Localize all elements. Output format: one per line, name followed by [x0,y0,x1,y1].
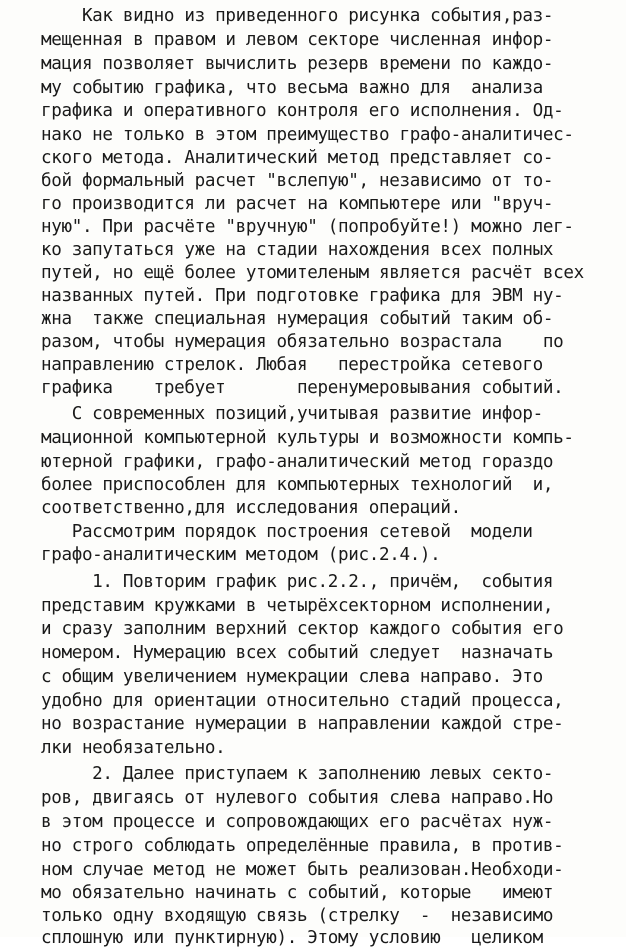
text-line-25: 1. Повторим график рис.2.2., причём, события [0,572,554,592]
text-line-23: Рассмотрим порядок построения сетевой модели [0,522,533,542]
text-line-39: только одну входящую связь (стрелку - независимо [0,906,554,926]
text-line-26: представим кружками в четырёхсекторном исполнении, [0,596,554,616]
text-line-2: мещенная в правом и левом секторе численная инфор- [0,30,554,50]
text-line-4: му событию графика, что весьма важно для анализа [0,78,543,98]
text-line-15: разом, чтобы нумерация обязательно возрастала по [0,332,564,352]
text-line-24: графо-аналитическим методом (рис.2.4.). [0,545,441,565]
text-line-7: ского метода. Аналитический метод представляет со- [0,148,554,168]
text-line-33: 2. Далее приступаем к заполнению левых секто- [0,764,554,784]
text-line-22: соответственно,для исследования операций. [0,498,461,518]
text-line-20: ютерной графики, графо-аналитический метод гораздо [0,452,554,472]
text-line-14: жна также специальная нумерация событий таким об- [0,309,554,329]
text-line-40: сплошную или пунктирную). Этому условию целиком [0,928,543,948]
text-line-34: ров, двигаясь от нулевого события слева направо.Но [0,788,554,808]
text-line-8: бой формальный расчет "вслепую", независимо от то- [0,171,554,191]
text-line-21: более приспособлен для компьютерных технологий и, [0,475,554,495]
text-line-6: нако не только в этом преимущество графо-аналитичес- [0,125,574,145]
text-line-27: и сразу заполним верхний сектор каждого события его [0,619,564,639]
text-line-12: путей, но ещё более утомителеным является расчёт всех [0,263,584,283]
text-line-16: направлению стрелок. Любая перестройка сетевого [0,355,543,375]
text-line-37: ном случае метод не может быть реализован.Необходи- [0,860,564,880]
text-line-36: но строго соблюдать определённые правила, в против- [0,836,564,856]
text-line-10: ную". При расчёте "вручную" (попробуйте!) можно лег- [0,217,574,237]
text-line-35: в этом процессе и сопровождающих его расчётах нуж- [0,812,554,832]
text-line-19: мационной компьютерной культуры и возможности компь- [0,428,574,448]
text-line-13: названных путей. При подготовке графика для ЭВМ ну- [0,286,564,306]
text-line-17: графика требует перенумеровывания событий. [0,378,564,398]
text-line-3: мация позволяет вычислить резерв времени по каждо- [0,54,554,74]
text-line-11: ко запутаться уже на стадии нахождения всех полных [0,240,554,260]
text-line-28: номером. Нумерацию всех событий следует назначать [0,643,554,663]
text-line-29: с общим увеличением нумекрации слева направо. Это [0,667,543,687]
text-line-9: го производится ли расчет на компьютере или "вруч- [0,194,554,214]
text-line-38: мо обязательно начинать с событий, которые имеют [0,883,554,903]
text-line-32: лки необязательно. [0,738,226,758]
text-line-5: графика и оперативного контроля его исполнения. Од- [0,101,564,121]
text-line-31: но возрастание нумерации в направлении каждой стре- [0,714,564,734]
text-line-18: С современных позиций,учитывая развитие инфор- [0,404,543,424]
text-line-1: Как видно из приведенного рисунка события,раз- [0,6,554,26]
text-line-30: удобно для ориентации относительно стадий процесса, [0,691,564,711]
